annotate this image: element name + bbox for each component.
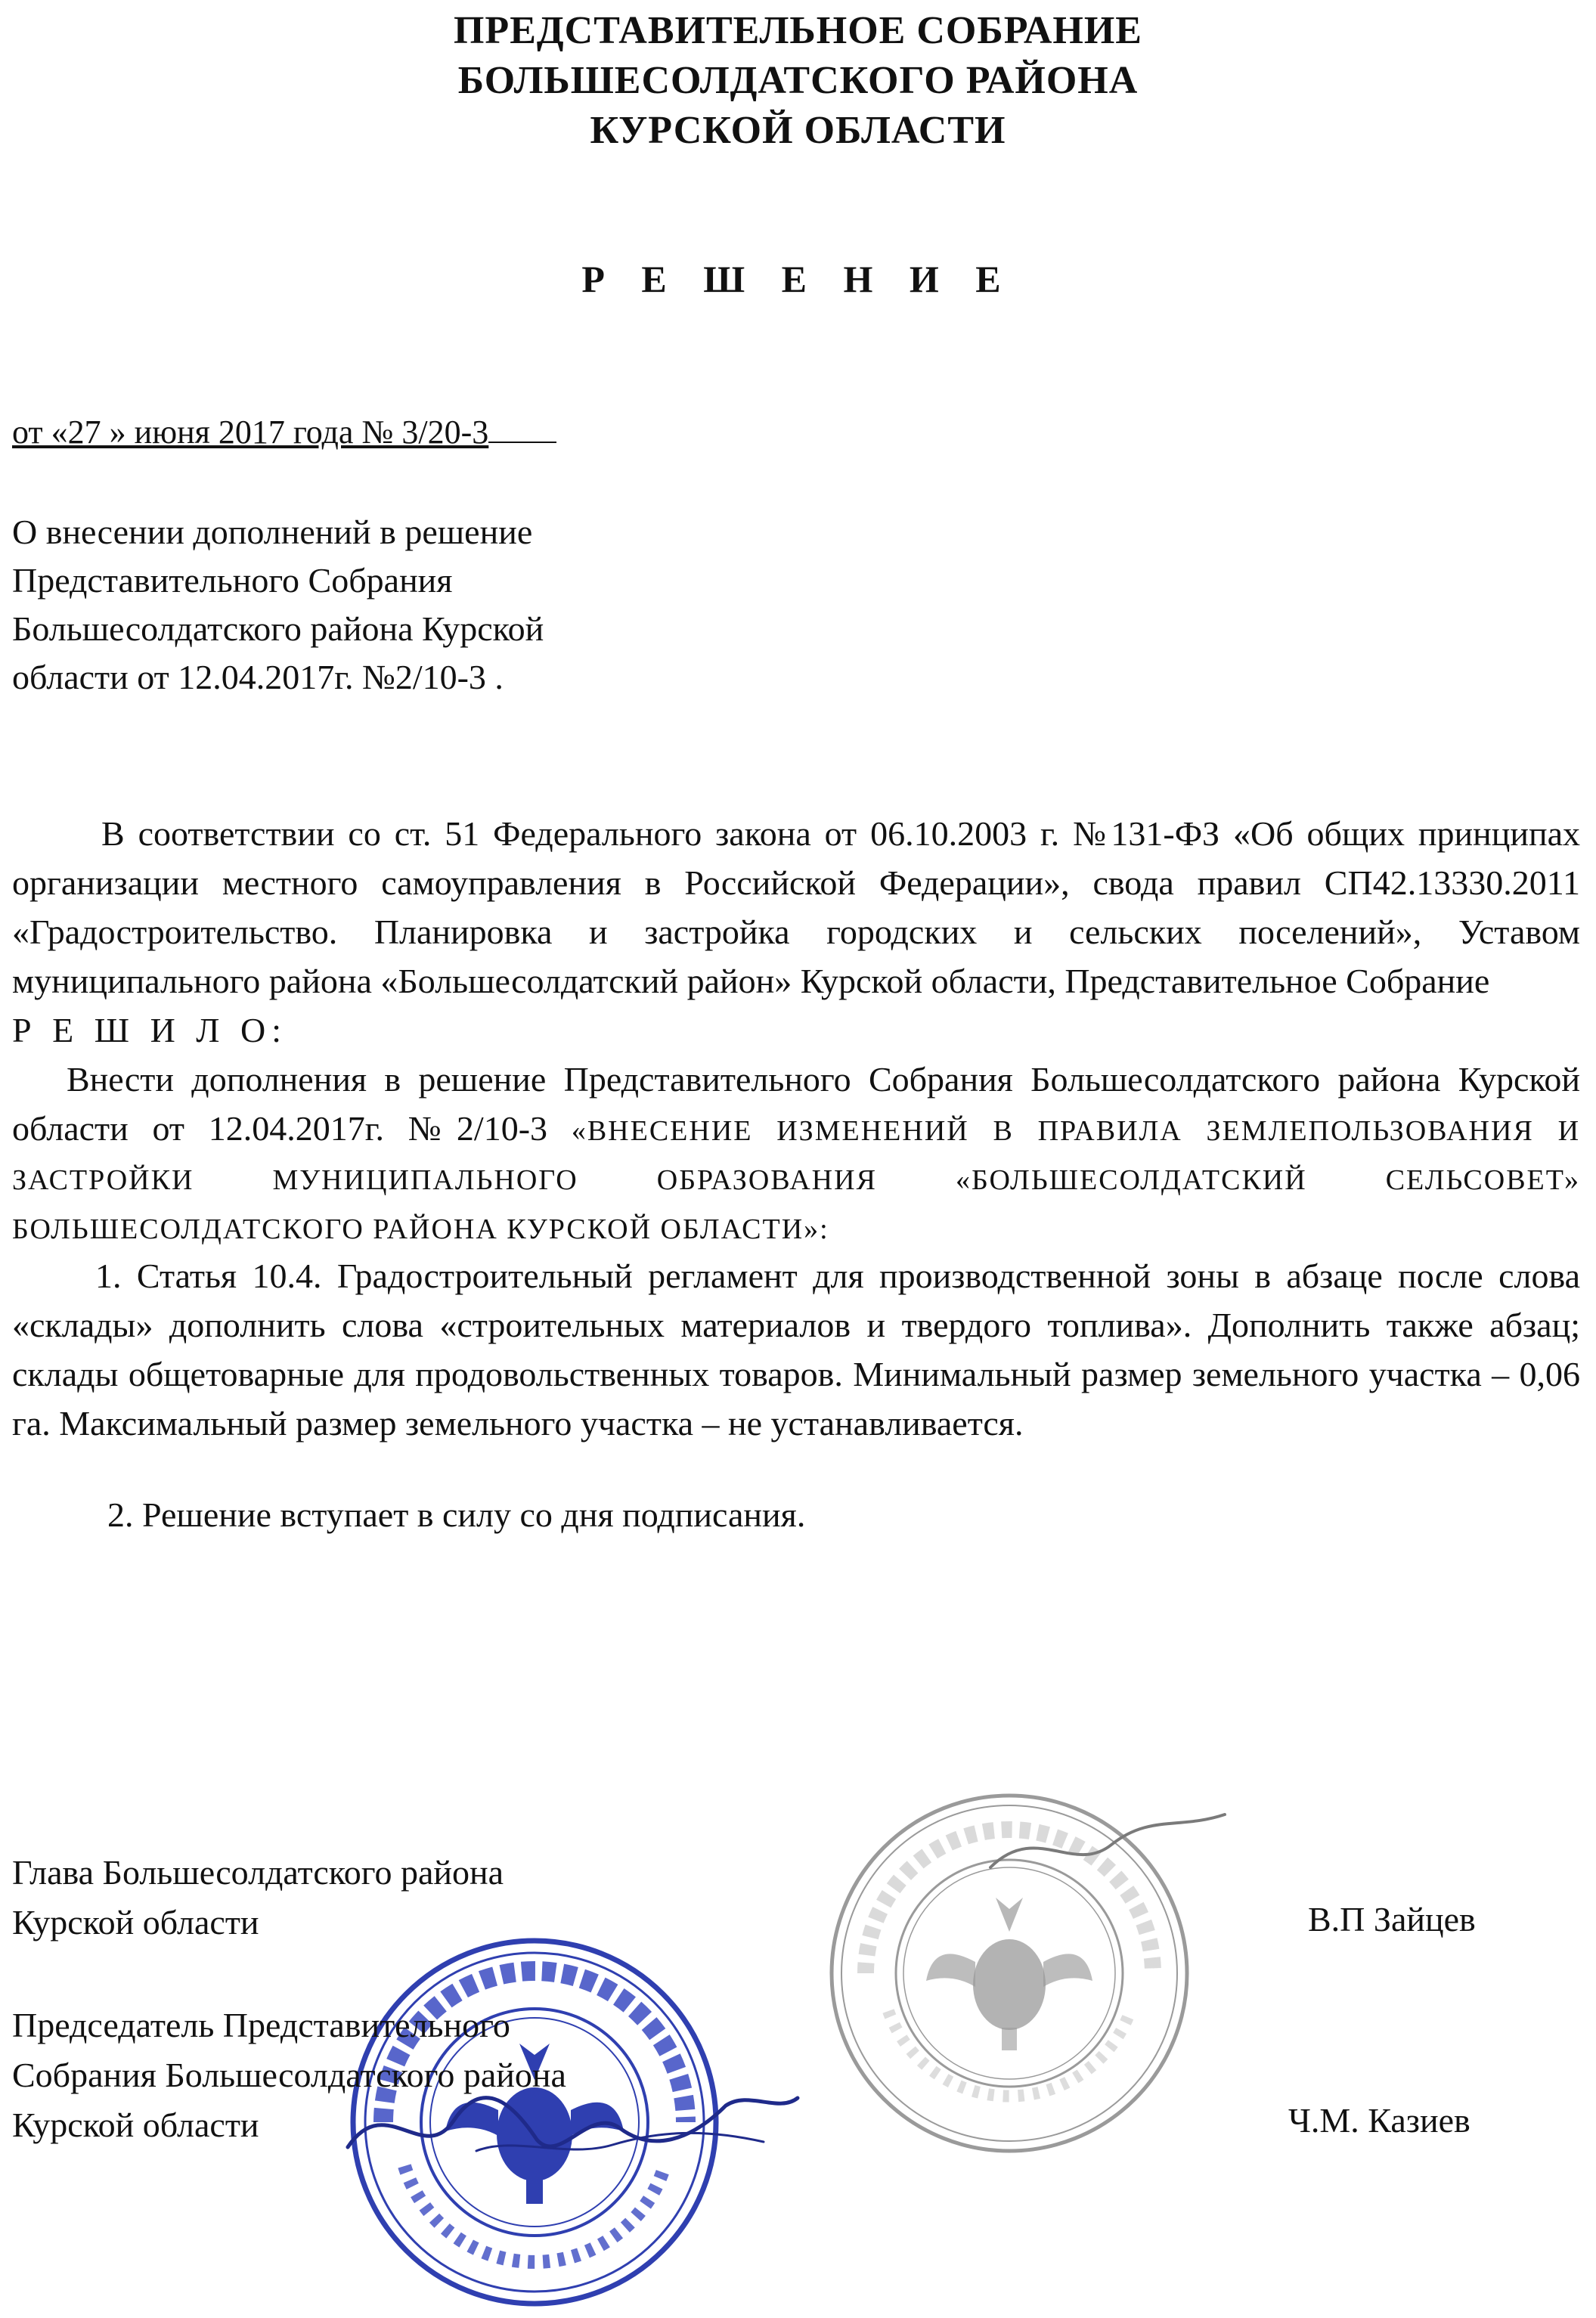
underline-blank: [488, 413, 556, 443]
decision-subject: [12, 508, 738, 702]
intro-paragraph: [12, 1055, 1580, 1251]
head-title-line-2: Курской области: [12, 1903, 259, 1941]
intro-text: Внести дополнения в решение Представительного Собрания Большесолдатского района Курской области от 12.04.2017г. №2/10-3: [12, 1060, 1580, 1148]
chair-title-line-2: Собрания Большесолдатского района: [12, 2056, 566, 2094]
header-line-1: ПРЕДСТАВИТЕЛЬНОЕ СОБРАНИЕ: [453, 9, 1142, 52]
document-type: Р Е Ш Е Н И Е: [581, 258, 1015, 300]
head-title-line-1: Глава Большесолдатского района: [12, 1853, 504, 1892]
head-name: В.П Зайцев: [1308, 1900, 1476, 1938]
subject-line-3: Большесолдатского района Курской: [12, 609, 544, 648]
head-signature-icon: [983, 1807, 1232, 1890]
subject-line-4: области от 12.04.2017г. №2/10-3 .: [12, 658, 504, 696]
header-line-2: БОЛЬШЕСОЛДАТСКОГО РАЙОНА: [457, 59, 1139, 102]
date-number-text: от «27 » июня 2017 года № 3/20-3: [12, 414, 489, 451]
subject-line-2: Представительного Собрания: [12, 561, 453, 600]
head-signature-title: [12, 1848, 504, 1948]
document-body: [12, 809, 1580, 1539]
document-header: [0, 6, 1596, 156]
item-2-paragraph: 2. Решение вступает в силу со дня подписания.: [107, 1495, 806, 1534]
chair-title-line-3: Курской области: [12, 2106, 259, 2144]
chair-title-line-1: Председатель Представительного: [12, 2006, 510, 2044]
decided-heading: Р Е Ш И Л О:: [12, 1011, 288, 1049]
intro-caps-title: «ВНЕСЕНИЕ ИЗМЕНЕНИЙ В ПРАВИЛА ЗЕМЛЕПОЛЬЗОВАНИЯ И ЗАСТРОЙКИ МУНИЦИПАЛЬНОГО ОБРАЗОВАНИЯ «БОЛЬШЕСОЛДАТСКИЙ СЕЛЬСОВЕТ» БОЛЬШЕСОЛДАТСКОГО РАЙОНА КУРСКОЙ ОБЛАСТИ»:: [12, 1115, 1581, 1245]
decision-date-number: [12, 413, 556, 451]
preamble-paragraph: В соответствии со ст. 51 Федерального закона от 06.10.2003 г. №131-ФЗ «Об общих принципах организации местного самоуправления в Российской Федерации», свода правил СП42.13330.2011 «Градостроительство. Планировка и застройка городских и сельских поселений», Уставом муниципального района «Большесолдатский район» Курской области, Представительное Собрание: [12, 814, 1580, 1000]
chair-name: Ч.М. Казиев: [1288, 2101, 1470, 2140]
subject-line-1: О внесении дополнений в решение: [12, 513, 533, 551]
chair-signature-title: [12, 2000, 566, 2150]
item-1-paragraph: 1. Статья 10.4. Градостроительный регламент для производственной зоны в абзаце после слова «склады» дополнить слова «строительных материалов и твердого топлива». Дополнить также абзац; склады общетоварные для продовольственных товаров. Минимальный размер земельного участка – 0,06 га. Максимальный размер земельного участка – не устанавливается.: [12, 1257, 1580, 1443]
header-line-3: КУРСКОЙ ОБЛАСТИ: [590, 109, 1006, 152]
